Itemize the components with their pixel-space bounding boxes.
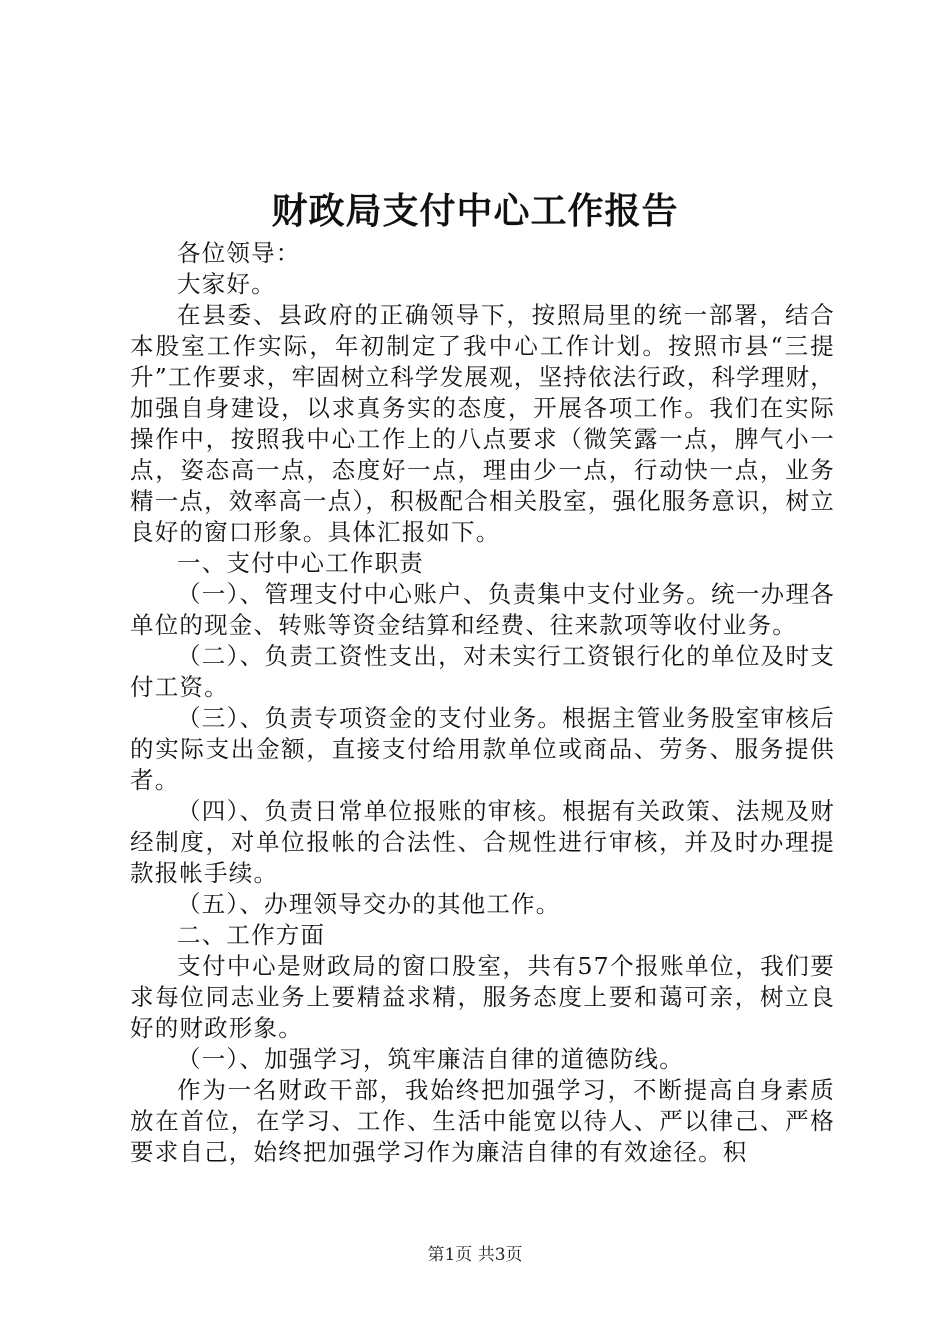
duty-item-4: （四）、负责日常单位报账的审核。根据有关政策、法规及财经制度，对单位报帐的合法性、合规性进行审核，并及时办理提款报帐手续。 <box>130 797 835 887</box>
duty-item-5: （五）、办理领导交办的其他工作。 <box>177 890 561 918</box>
intro-paragraph: 在县委、县政府的正确领导下，按照局里的统一部署，结合本股室工作实际，年初制定了我中心工作计划。按照市县“三提升”工作要求，牢固树立科学发展观，坚持依法行政，科学理财，加强自身建设，以求真务实的态度，开展各项工作。我们在实际操作中，按照我中心工作上的八点要求（微笑露一点，脾气小一点，姿态高一点，态度好一点，理由少一点，行动快一点，业务精一点，效率高一点），积极配合相关股室，强化服务意识，树立良好的窗口形象。具体汇报如下。 <box>130 301 835 546</box>
duty-item-1: （一）、管理支付中心账户、负责集中支付业务。统一办理各单位的现金、转账等资金结算和经费、往来款项等收付业务。 <box>130 580 835 639</box>
greeting: 大家好。 <box>177 270 276 298</box>
work-subheading-1: （一）、加强学习，筑牢廉洁自律的道德防线。 <box>177 1045 684 1073</box>
document-body <box>130 238 835 1168</box>
salutation: 各位领导： <box>177 239 301 267</box>
section-heading-duties: 一、支付中心工作职责 <box>177 549 424 577</box>
study-paragraph: 作为一名财政干部，我始终把加强学习，不断提高自身素质放在首位，在学习、工作、生活中能宽以待人、严以律己、严格要求自己，始终把加强学习作为廉洁自律的有效途径。积 <box>130 1076 835 1166</box>
duty-item-2: （二）、负责工资性支出，对未实行工资银行化的单位及时支付工资。 <box>130 642 835 701</box>
section-heading-work: 二、工作方面 <box>177 921 326 949</box>
document-title: 财政局支付中心工作报告 <box>271 190 679 232</box>
work-paragraph: 支付中心是财政局的窗口股室，共有57个报账单位，我们要求每位同志业务上要精益求精，服务态度上要和蔼可亲，树立良好的财政形象。 <box>130 952 835 1042</box>
duty-item-3: （三）、负责专项资金的支付业务。根据主管业务股室审核后的实际支出金额，直接支付给用款单位或商品、劳务、服务提供者。 <box>130 704 835 794</box>
page-footer: 第1页 共3页 <box>427 1245 523 1265</box>
